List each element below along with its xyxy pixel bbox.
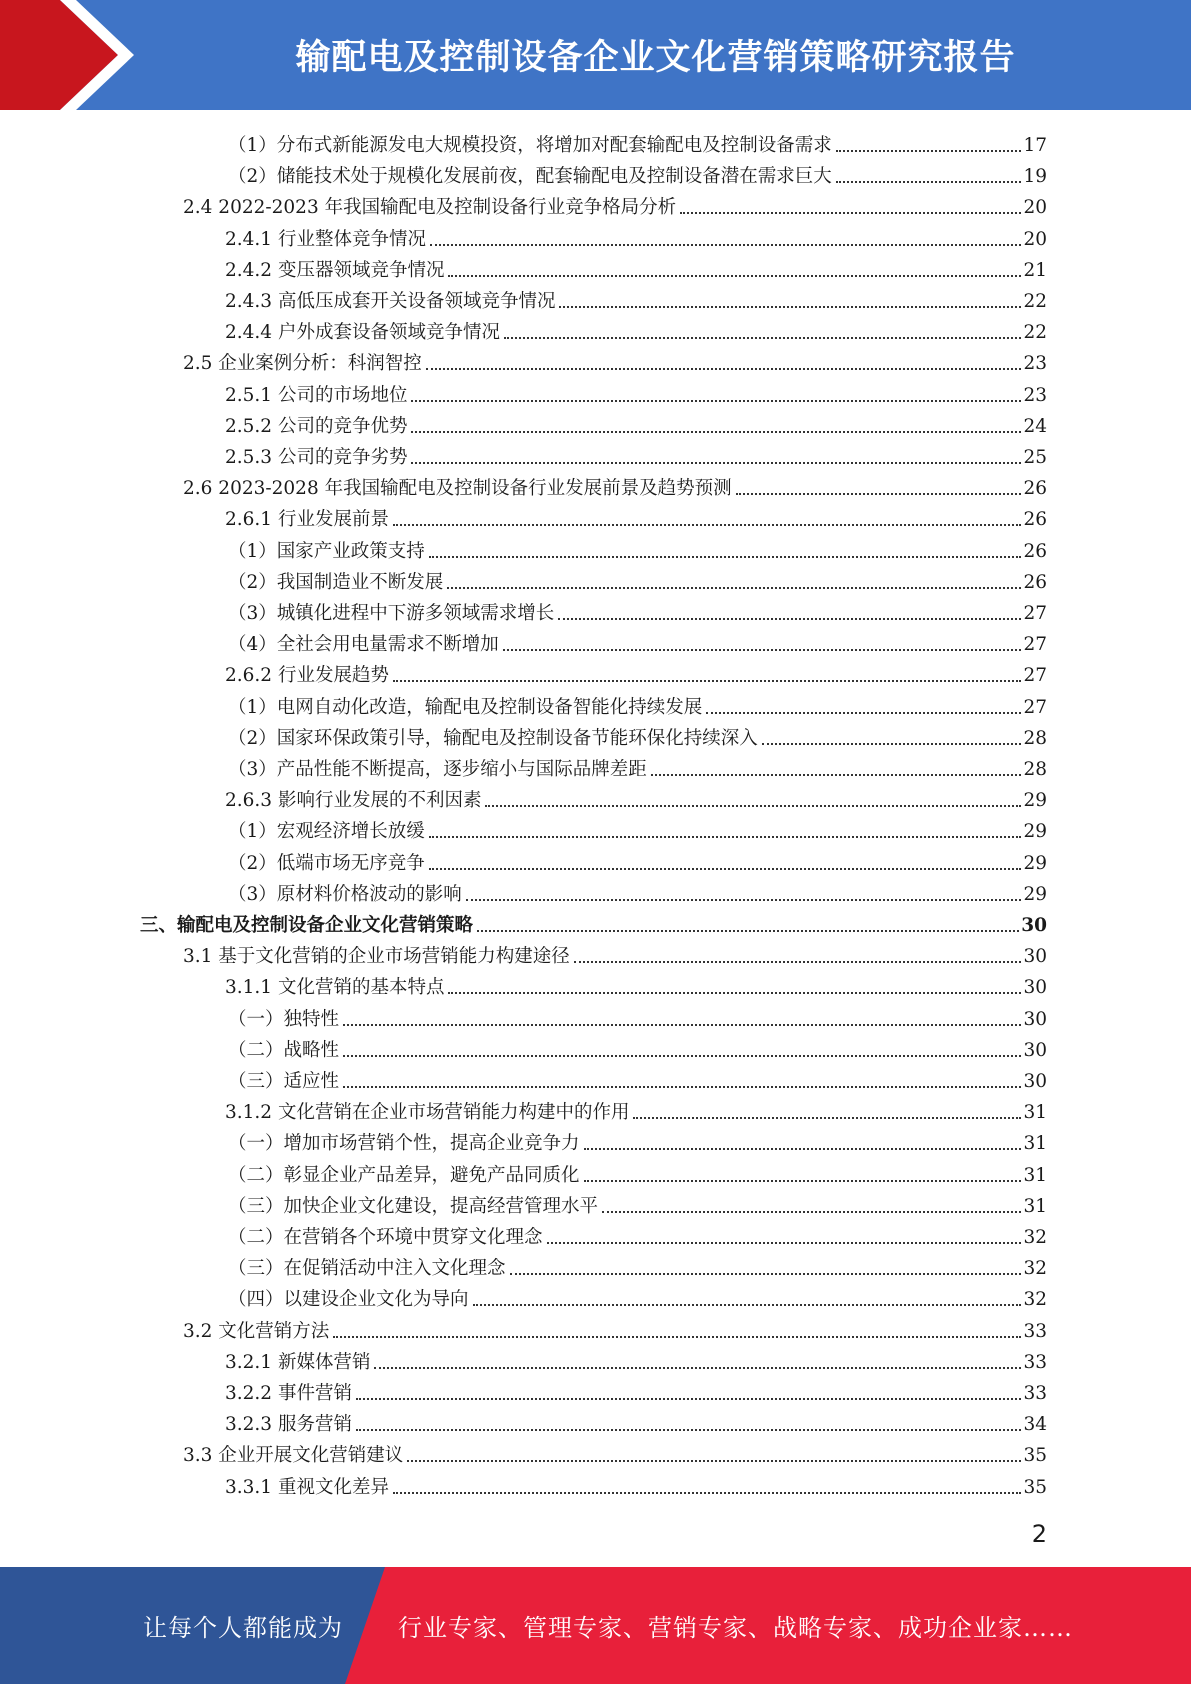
toc-dot-leader bbox=[477, 930, 1019, 932]
report-title: 输配电及控制设备企业文化营销策略研究报告 bbox=[295, 38, 1016, 78]
toc-entry-page: 27 bbox=[1023, 696, 1047, 718]
toc-entry-label: （1）分布式新能源发电大规模投资，将增加对配套输配电及控制设备需求 bbox=[228, 135, 832, 156]
toc-dot-leader bbox=[411, 431, 1021, 433]
toc-entry-label: （二）彰显企业产品差异，避免产品同质化 bbox=[228, 1164, 580, 1186]
toc-entry-label: 2.4.3 高低压成套开关设备领域竞争情况 bbox=[225, 291, 556, 312]
toc-entry-label: （1）电网自动化改造，输配电及控制设备智能化持续发展 bbox=[228, 696, 703, 718]
toc-entry-label: （4）全社会用电量需求不断增加 bbox=[228, 634, 499, 656]
toc-entry-label: 2.4.2 变压器领域竞争情况 bbox=[225, 259, 445, 281]
toc-entry[interactable] bbox=[225, 283, 1047, 314]
toc-dot-leader bbox=[651, 774, 1022, 776]
toc-entry[interactable] bbox=[225, 439, 1047, 470]
toc-entry[interactable] bbox=[228, 158, 1047, 189]
toc-entry[interactable] bbox=[140, 907, 1047, 938]
toc-entry[interactable] bbox=[228, 1188, 1047, 1219]
toc-entry-page: 30 bbox=[1021, 915, 1047, 936]
toc-dot-leader bbox=[602, 1211, 1021, 1213]
toc-entry-page: 35 bbox=[1023, 1445, 1047, 1467]
toc-entry-label: （三）在促销活动中注入文化理念 bbox=[228, 1258, 506, 1280]
toc-dot-leader bbox=[343, 1055, 1021, 1057]
toc-entry-page: 23 bbox=[1023, 384, 1047, 406]
toc-entry-page: 35 bbox=[1023, 1476, 1047, 1498]
toc-entry-page: 20 bbox=[1023, 197, 1047, 219]
toc-entry[interactable] bbox=[183, 1437, 1047, 1468]
toc-dot-leader bbox=[430, 244, 1021, 246]
toc-entry-label: （2）储能技术处于规模化发展前夜，配套输配电及控制设备潜在需求巨大 bbox=[228, 166, 832, 188]
toc-entry-label: 2.6.2 行业发展趋势 bbox=[225, 665, 389, 687]
toc-entry[interactable] bbox=[228, 1125, 1047, 1156]
toc-entry-label: （1）国家产业政策支持 bbox=[228, 540, 425, 562]
toc-entry[interactable] bbox=[225, 501, 1047, 532]
toc-entry[interactable] bbox=[228, 626, 1047, 657]
toc-dot-leader bbox=[393, 524, 1021, 526]
toc-entry-page: 31 bbox=[1023, 1195, 1047, 1217]
toc-dot-leader bbox=[706, 712, 1021, 714]
toc-entry-page: 31 bbox=[1023, 1164, 1047, 1186]
toc-entry-label: （2）低端市场无序竞争 bbox=[228, 852, 425, 874]
toc-dot-leader bbox=[393, 680, 1021, 682]
toc-dot-leader bbox=[503, 649, 1022, 651]
toc-entry[interactable] bbox=[225, 1469, 1047, 1500]
toc-entry[interactable] bbox=[225, 1094, 1047, 1125]
toc-entry-page: 27 bbox=[1023, 634, 1047, 656]
toc-dot-leader bbox=[429, 868, 1022, 870]
toc-entry[interactable] bbox=[228, 1032, 1047, 1063]
toc-entry[interactable] bbox=[228, 813, 1047, 844]
toc-entry[interactable] bbox=[228, 533, 1047, 564]
toc-entry-label: （二）在营销各个环境中贯穿文化理念 bbox=[228, 1227, 543, 1248]
toc-entry-label: 3.3 企业开展文化营销建议 bbox=[183, 1445, 404, 1467]
toc-entry-page: 20 bbox=[1023, 228, 1047, 250]
toc-dot-leader bbox=[429, 836, 1022, 838]
toc-entry-page: 26 bbox=[1023, 478, 1047, 500]
toc-dot-leader bbox=[426, 368, 1022, 370]
red-chevron-decoration bbox=[0, 0, 160, 110]
toc-entry-page: 33 bbox=[1023, 1383, 1047, 1404]
toc-entry-label: 3.2.3 服务营销 bbox=[225, 1414, 352, 1436]
toc-dot-leader bbox=[374, 1367, 1021, 1369]
toc-dot-leader bbox=[473, 1304, 1022, 1306]
toc-entry-page: 29 bbox=[1023, 852, 1047, 874]
toc-dot-leader bbox=[510, 1273, 1022, 1275]
toc-dot-leader bbox=[466, 899, 1022, 901]
toc-entry[interactable] bbox=[225, 377, 1047, 408]
toc-entry[interactable] bbox=[225, 1344, 1047, 1375]
toc-dot-leader bbox=[447, 587, 1021, 589]
toc-entry[interactable] bbox=[228, 127, 1047, 158]
toc-entry-page: 28 bbox=[1023, 759, 1047, 780]
toc-entry-page: 30 bbox=[1023, 946, 1047, 968]
toc-dot-leader bbox=[411, 462, 1021, 464]
toc-entry[interactable] bbox=[228, 1001, 1047, 1032]
toc-dot-leader bbox=[448, 275, 1021, 277]
toc-entry-page: 23 bbox=[1023, 353, 1047, 375]
toc-entry-page: 27 bbox=[1023, 603, 1047, 624]
toc-dot-leader bbox=[558, 618, 1021, 620]
toc-entry-label: 2.5.3 公司的竞争劣势 bbox=[225, 447, 408, 468]
toc-entry-page: 32 bbox=[1023, 1258, 1047, 1280]
toc-dot-leader bbox=[411, 400, 1021, 402]
toc-entry[interactable] bbox=[228, 1219, 1047, 1250]
toc-dot-leader bbox=[680, 212, 1021, 214]
toc-entry-page: 33 bbox=[1023, 1320, 1047, 1342]
toc-entry[interactable] bbox=[228, 876, 1047, 907]
toc-entry-label: （3）原材料价格波动的影响 bbox=[228, 883, 462, 905]
toc-entry-label: 2.4.4 户外成套设备领域竞争情况 bbox=[225, 322, 500, 344]
toc-entry-page: 26 bbox=[1023, 509, 1047, 531]
toc-entry-page: 29 bbox=[1023, 883, 1047, 905]
toc-entry[interactable] bbox=[225, 969, 1047, 1000]
toc-entry[interactable] bbox=[225, 252, 1047, 283]
toc-entry-page: 29 bbox=[1023, 821, 1047, 843]
toc-entry-page: 25 bbox=[1023, 447, 1047, 468]
toc-entry[interactable] bbox=[225, 1375, 1047, 1406]
toc-dot-leader bbox=[584, 1148, 1022, 1150]
toc-dot-leader bbox=[343, 1086, 1021, 1088]
toc-dot-leader bbox=[584, 1180, 1022, 1182]
toc-dot-leader bbox=[356, 1398, 1022, 1400]
toc-entry-label: 2.5.1 公司的市场地位 bbox=[225, 384, 408, 406]
toc-dot-leader bbox=[356, 1429, 1022, 1431]
toc-entry-label: （3）城镇化进程中下游多领域需求增长 bbox=[228, 603, 555, 624]
page-header bbox=[0, 0, 1191, 110]
toc-dot-leader bbox=[333, 1336, 1021, 1338]
toc-entry[interactable] bbox=[228, 1250, 1047, 1281]
footer-slogan-left: 让每个人都能成为 bbox=[143, 1614, 343, 1642]
toc-entry-label: 3.1.1 文化营销的基本特点 bbox=[225, 977, 445, 999]
toc-entry[interactable] bbox=[228, 564, 1047, 595]
toc-entry-page: 26 bbox=[1023, 571, 1047, 593]
toc-entry-label: （一）独特性 bbox=[228, 1008, 340, 1030]
toc-entry-page: 34 bbox=[1023, 1414, 1047, 1436]
toc-entry-page: 17 bbox=[1023, 135, 1047, 156]
toc-entry-page: 24 bbox=[1023, 415, 1047, 437]
toc-dot-leader bbox=[736, 493, 1022, 495]
toc-entry-label: 3.2 文化营销方法 bbox=[183, 1320, 330, 1342]
toc-entry-label: 3.1.2 文化营销在企业市场营销能力构建中的作用 bbox=[225, 1102, 630, 1124]
toc-entry-label: 2.5 企业案例分析：科润智控 bbox=[183, 353, 422, 375]
toc-entry-page: 30 bbox=[1023, 1071, 1047, 1092]
toc-entry-page: 28 bbox=[1023, 727, 1047, 749]
toc-entry-page: 22 bbox=[1023, 322, 1047, 344]
toc-entry-label: （3）产品性能不断提高，逐步缩小与国际品牌差距 bbox=[228, 759, 647, 780]
toc-entry-label: 2.6.1 行业发展前景 bbox=[225, 509, 389, 531]
toc-entry-label: 2.4.1 行业整体竞争情况 bbox=[225, 228, 426, 250]
toc-dot-leader bbox=[504, 337, 1021, 339]
toc-entry-label: （一）增加市场营销个性，提高企业竞争力 bbox=[228, 1133, 580, 1155]
toc-entry[interactable] bbox=[228, 845, 1047, 876]
toc-dot-leader bbox=[393, 1492, 1021, 1494]
toc-entry[interactable] bbox=[225, 408, 1047, 439]
toc-entry-page: 26 bbox=[1023, 540, 1047, 562]
toc-entry[interactable] bbox=[228, 751, 1047, 782]
toc-entry[interactable] bbox=[225, 782, 1047, 813]
toc-entry-label: （三）适应性 bbox=[228, 1071, 340, 1092]
toc-dot-leader bbox=[407, 1460, 1021, 1462]
toc-dot-leader bbox=[485, 805, 1021, 807]
toc-dot-leader bbox=[836, 150, 1022, 152]
toc-entry-label: （1）宏观经济增长放缓 bbox=[228, 821, 425, 843]
footer-slogan-right: 行业专家、管理专家、营销专家、战略专家、成功企业家…… bbox=[398, 1614, 1073, 1642]
toc-entry-label: （三）加快企业文化建设，提高经营管理水平 bbox=[228, 1195, 599, 1217]
toc-entry-label: 2.6 2023-2028 年我国输配电及控制设备行业发展前景及趋势预测 bbox=[183, 478, 732, 500]
toc-entry-page: 30 bbox=[1023, 1039, 1047, 1061]
toc-entry-page: 27 bbox=[1023, 665, 1047, 687]
toc-entry-page: 32 bbox=[1023, 1289, 1047, 1311]
toc-dot-leader bbox=[448, 992, 1021, 994]
toc-entry-label: （四）以建设企业文化为导向 bbox=[228, 1289, 469, 1311]
toc-entry-label: 3.2.1 新媒体营销 bbox=[225, 1351, 371, 1373]
toc-entry[interactable] bbox=[183, 189, 1047, 220]
toc-entry[interactable] bbox=[183, 1313, 1047, 1344]
toc-entry-label: （二）战略性 bbox=[228, 1039, 340, 1061]
toc-entry-page: 31 bbox=[1023, 1133, 1047, 1155]
toc-entry-label: （2）我国制造业不断发展 bbox=[228, 571, 444, 593]
toc-dot-leader bbox=[429, 556, 1022, 558]
toc-dot-leader bbox=[547, 1242, 1022, 1244]
toc-dot-leader bbox=[836, 181, 1022, 183]
toc-entry[interactable] bbox=[225, 1406, 1047, 1437]
toc-entry[interactable] bbox=[228, 595, 1047, 626]
toc-entry-page: 30 bbox=[1023, 1008, 1047, 1030]
toc-entry-label: 三、输配电及控制设备企业文化营销策略 bbox=[140, 915, 474, 936]
toc-entry[interactable] bbox=[225, 314, 1047, 345]
toc-entry[interactable] bbox=[228, 1157, 1047, 1188]
toc-entry-page: 21 bbox=[1023, 259, 1047, 281]
toc-dot-leader bbox=[574, 961, 1022, 963]
toc-entry-page: 19 bbox=[1023, 166, 1047, 188]
toc-entry-label: 2.5.2 公司的竞争优势 bbox=[225, 415, 408, 437]
toc-dot-leader bbox=[762, 743, 1022, 745]
toc-entry[interactable] bbox=[228, 689, 1047, 720]
toc-entry[interactable] bbox=[225, 657, 1047, 688]
toc-entry[interactable] bbox=[183, 470, 1047, 501]
toc-entry[interactable] bbox=[183, 938, 1047, 969]
toc-dot-leader bbox=[559, 306, 1021, 308]
toc-entry-label: 3.3.1 重视文化差异 bbox=[225, 1476, 389, 1498]
page-footer bbox=[0, 1567, 1191, 1684]
toc-entry-page: 32 bbox=[1023, 1227, 1047, 1248]
toc-entry-label: 3.2.2 事件营销 bbox=[225, 1383, 352, 1404]
toc-entry-label: 3.1 基于文化营销的企业市场营销能力构建途径 bbox=[183, 946, 570, 968]
toc-entry-page: 33 bbox=[1023, 1351, 1047, 1373]
toc-entry-page: 29 bbox=[1023, 790, 1047, 812]
toc-entry-page: 31 bbox=[1023, 1102, 1047, 1124]
toc-entry-label: 2.6.3 影响行业发展的不利因素 bbox=[225, 790, 482, 812]
toc-entry[interactable] bbox=[228, 720, 1047, 751]
toc-entry[interactable] bbox=[225, 221, 1047, 252]
toc-entry[interactable] bbox=[228, 1281, 1047, 1312]
toc-dot-leader bbox=[633, 1117, 1021, 1119]
page-number: 2 bbox=[1031, 1520, 1047, 1548]
toc-entry-label: 2.4 2022-2023 年我国输配电及控制设备行业竞争格局分析 bbox=[183, 197, 677, 219]
toc-entry-label: （2）国家环保政策引导，输配电及控制设备节能环保化持续深入 bbox=[228, 727, 758, 749]
toc-entry-page: 22 bbox=[1023, 291, 1047, 312]
toc-dot-leader bbox=[343, 1024, 1021, 1026]
toc-entry[interactable] bbox=[228, 1063, 1047, 1094]
toc-entry-page: 30 bbox=[1023, 977, 1047, 999]
toc-entry[interactable] bbox=[183, 345, 1047, 376]
